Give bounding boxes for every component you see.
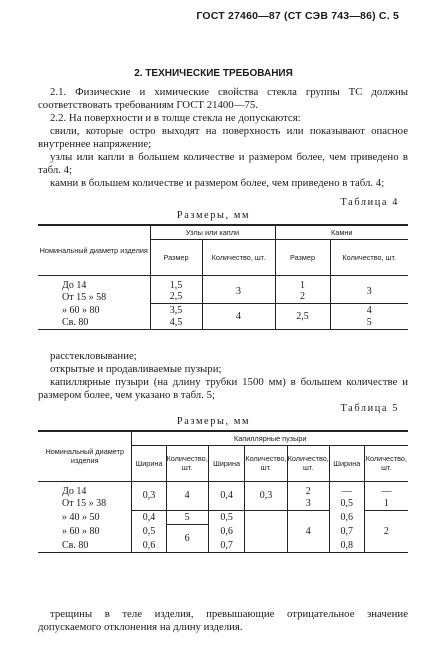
table4-sub-size: Размер [150, 239, 202, 275]
table-cell: 0,5 [132, 525, 166, 539]
table-cell: 6 [166, 525, 208, 553]
defect-item-cracks: трещины в теле изделия, превышающие отрицательное значение допускаемого отклонения на длину изделия. [38, 608, 408, 633]
table-cell: 2 [364, 511, 408, 553]
table-cell: 2 [287, 481, 329, 497]
table5-caption: Таблица 5 [340, 403, 399, 414]
table4-units: Размеры, мм [176, 210, 251, 221]
table-4 [38, 224, 408, 330]
table-row-label: » 60 » 80 [38, 525, 132, 539]
table-cell: 5 [330, 317, 408, 330]
table5-sub-width: Ширина [208, 445, 245, 481]
table5-header-nominal: Номинальный диаметр изделия [38, 431, 132, 481]
table-cell: 0,3 [245, 481, 287, 511]
table5-units: Размеры, мм [176, 416, 251, 427]
table-row-label: До 14 [38, 275, 150, 291]
table-row-label: » 40 » 50 [38, 511, 132, 525]
table4-header-nominal: Номинальный диаметр изделия [38, 225, 150, 275]
table-cell: 2,5 [150, 291, 202, 304]
table-cell [245, 511, 287, 553]
intro-text [38, 86, 408, 190]
table-cell: 2 [275, 291, 330, 304]
paragraph-2-2: 2.2. На поверхности и в толще стекла не допускаются: [50, 112, 301, 124]
table-cell: 4,5 [150, 317, 202, 330]
table5-sub-count: Количество, шт. [287, 445, 329, 481]
table-cell: — [381, 485, 392, 497]
table-row-label: Св. 80 [38, 317, 150, 330]
page-header: ГОСТ 27460—87 (СТ СЭВ 743—86) С. 5 [196, 10, 399, 22]
defect-list-continued [38, 350, 408, 402]
table-5 [38, 430, 408, 553]
table5-sub-count: Количество, шт. [166, 445, 208, 481]
table-cell: 3 [366, 285, 372, 297]
paragraph-2-1: 2.1. Физические и химические свойства стекла группы ТС должны соответствовать требованиям ГОСТ 21400—75. [38, 86, 408, 111]
table-cell: 4 [330, 304, 408, 317]
defect-item-streaks: свили, которые остро выходят на поверхность или показывают опасное внутреннее напряжение; [38, 125, 408, 150]
table-row-label: До 14 [38, 481, 132, 497]
table-cell: 4 [166, 481, 208, 511]
table-cell: 1 [364, 497, 408, 511]
table-cell: 0,7 [329, 525, 364, 539]
defect-item-capillary-bubbles: капиллярные пузыри (на длину трубки 1500 мм) в большем количестве и размером более, чем указано в табл. 5; [38, 376, 408, 401]
defect-item-knots: узлы или капли в большем количестве и размером более, чем приведено в табл. 4; [38, 151, 408, 176]
table-cell: 0,6 [329, 511, 364, 525]
section-title: 2. ТЕХНИЧЕСКИЕ ТРЕБОВАНИЯ [134, 68, 293, 79]
table-cell: 0,5 [208, 511, 245, 525]
table-cell: — [329, 481, 364, 497]
table-cell: 3 [202, 275, 275, 304]
table-cell: 3 [287, 497, 329, 511]
table-cell: 0,5 [329, 497, 364, 511]
table4-header-stones: Камни [275, 225, 408, 239]
table-cell: 0,4 [132, 511, 166, 525]
table-cell: 1,5 [150, 275, 202, 291]
table-row-label: » 60 » 80 [38, 304, 150, 317]
table5-sub-width: Ширина [329, 445, 364, 481]
table4-header-knots: Узлы или капли [150, 225, 275, 239]
table-cell: 0,4 [208, 481, 245, 511]
table-row-label: От 15 » 58 [38, 291, 150, 304]
table-cell: 0,6 [208, 525, 245, 539]
table-cell: 2,5 [275, 304, 330, 330]
table4-sub-size-2: Размер [275, 239, 330, 275]
defect-item-stones: камни в большем количестве и размером более, чем приведено в табл. 4; [50, 177, 385, 189]
table5-sub-width: Ширина [132, 445, 166, 481]
table-cell: 0,3 [132, 481, 166, 511]
table5-sub-count: Количество, шт. [245, 445, 287, 481]
table4-caption: Таблица 4 [340, 197, 399, 208]
table-row-label: Св. 80 [38, 539, 132, 553]
defect-item-open-bubbles: открытые и продавливаемые пузыри; [50, 363, 222, 375]
table5-header-capillary: Капиллярные пузыри [132, 431, 408, 445]
table-cell: 3,5 [150, 304, 202, 317]
table-cell: 4 [287, 511, 329, 553]
table-cell: 4 [202, 304, 275, 330]
table-row-label: От 15 » 38 [38, 497, 132, 511]
table-cell: 5 [166, 511, 208, 525]
table4-sub-count: Количество, шт. [202, 239, 275, 275]
table-cell: 0,7 [208, 539, 245, 553]
table5-sub-count: Количество, шт. [364, 445, 408, 481]
table-cell: 0,6 [132, 539, 166, 553]
defect-item-devitrification: расстекловывание; [50, 350, 137, 362]
table4-sub-count-2: Количество, шт. [330, 239, 408, 275]
table-cell: 1 [275, 275, 330, 291]
table-cell: 0,8 [329, 539, 364, 553]
